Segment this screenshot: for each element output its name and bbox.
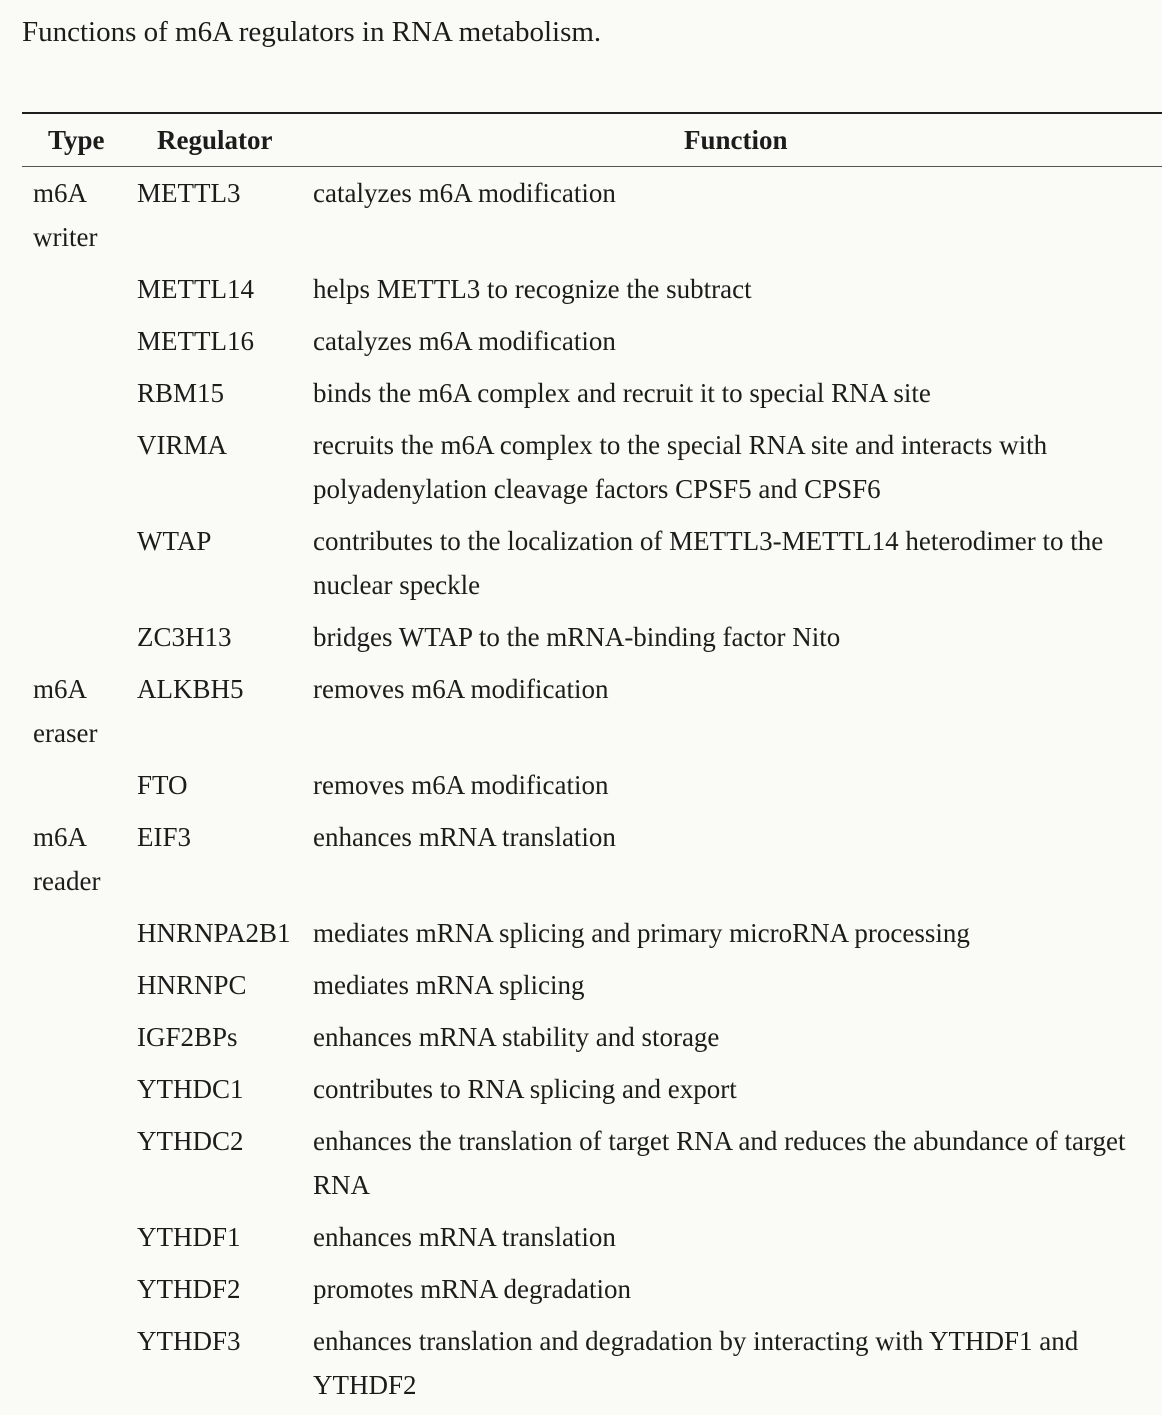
table-row: [22, 1119, 1162, 1215]
table-row: [22, 667, 1162, 763]
cell-regulator: ALKBH5: [137, 674, 244, 704]
cell-regulator: EIF3: [137, 822, 191, 852]
cell-regulator: YTHDC1: [137, 1074, 244, 1104]
cell-regulator: YTHDF1: [137, 1222, 241, 1252]
cell-type: [22, 171, 137, 259]
header-function: Function: [684, 125, 788, 155]
cell-function: enhances mRNA translation: [313, 1222, 616, 1252]
cell-function: bridges WTAP to the mRNA-binding factor Nito: [313, 622, 841, 652]
table-header-row: [22, 114, 1162, 166]
cell-regulator: METTL3: [137, 178, 241, 208]
cell-type: [22, 667, 137, 755]
header-type: Type: [48, 125, 105, 155]
type-label-line: m6A: [33, 822, 87, 852]
type-label-line: m6A: [33, 178, 87, 208]
cell-regulator: IGF2BPs: [137, 1022, 238, 1052]
type-label-line: m6A: [33, 674, 87, 704]
cell-regulator: WTAP: [137, 526, 212, 556]
cell-regulator: YTHDC2: [137, 1126, 244, 1156]
cell-function: mediates mRNA splicing and primary microRNA processing: [313, 918, 970, 948]
regulators-table: [22, 112, 1162, 1415]
type-label-line: writer: [33, 222, 98, 252]
cell-function: binds the m6A complex and recruit it to special RNA site: [313, 378, 931, 408]
table-caption: Functions of m6A regulators in RNA metabolism.: [22, 16, 602, 48]
cell-function: enhances translation and degradation by interacting with YTHDF1 and YTHDF2: [313, 1326, 1079, 1400]
table-row: [22, 1015, 1162, 1067]
table-row: [22, 519, 1162, 615]
table-row: [22, 1215, 1162, 1267]
cell-regulator: RBM15: [137, 378, 225, 408]
table-row: [22, 963, 1162, 1015]
table-row: [22, 267, 1162, 319]
cell-function: promotes mRNA degradation: [313, 1274, 631, 1304]
cell-regulator: METTL14: [137, 274, 254, 304]
type-label-line: eraser: [33, 718, 98, 748]
cell-function: enhances mRNA translation: [313, 822, 616, 852]
cell-regulator: HNRNPA2B1: [137, 918, 291, 948]
cell-function: catalyzes m6A modification: [313, 178, 616, 208]
cell-regulator: VIRMA: [137, 430, 228, 460]
cell-regulator: HNRNPC: [137, 970, 247, 1000]
table-row: [22, 815, 1162, 911]
cell-type: [22, 815, 137, 903]
table-row: [22, 1267, 1162, 1319]
table-row: [22, 615, 1162, 667]
type-label-line: reader: [33, 866, 101, 896]
table-row: [22, 371, 1162, 423]
table-row: [22, 423, 1162, 519]
cell-regulator: FTO: [137, 770, 188, 800]
cell-function: helps METTL3 to recognize the subtract: [313, 274, 752, 304]
cell-function: contributes to the localization of METTL3-METTL14 heterodimer to the nuclear speckle: [313, 526, 1104, 600]
table-row: [22, 1067, 1162, 1119]
cell-regulator: YTHDF2: [137, 1274, 241, 1304]
cell-function: catalyzes m6A modification: [313, 326, 616, 356]
cell-function: removes m6A modification: [313, 770, 609, 800]
cell-regulator: YTHDF3: [137, 1326, 241, 1356]
table-body: [22, 167, 1162, 1415]
cell-regulator: METTL16: [137, 326, 254, 356]
table-row: [22, 171, 1162, 267]
header-regulator: Regulator: [157, 125, 273, 155]
table-row: [22, 319, 1162, 371]
table-row: [22, 1319, 1162, 1415]
cell-function: mediates mRNA splicing: [313, 970, 585, 1000]
cell-function: recruits the m6A complex to the special RNA site and interacts with polyadenylation cleavage factors CPSF5 and CPSF6: [313, 430, 1048, 504]
cell-function: contributes to RNA splicing and export: [313, 1074, 737, 1104]
table-row: [22, 911, 1162, 963]
cell-function: removes m6A modification: [313, 674, 609, 704]
cell-function: enhances the translation of target RNA and reduces the abundance of target RNA: [313, 1126, 1126, 1200]
cell-function: enhances mRNA stability and storage: [313, 1022, 720, 1052]
cell-regulator: ZC3H13: [137, 622, 232, 652]
table-row: [22, 763, 1162, 815]
